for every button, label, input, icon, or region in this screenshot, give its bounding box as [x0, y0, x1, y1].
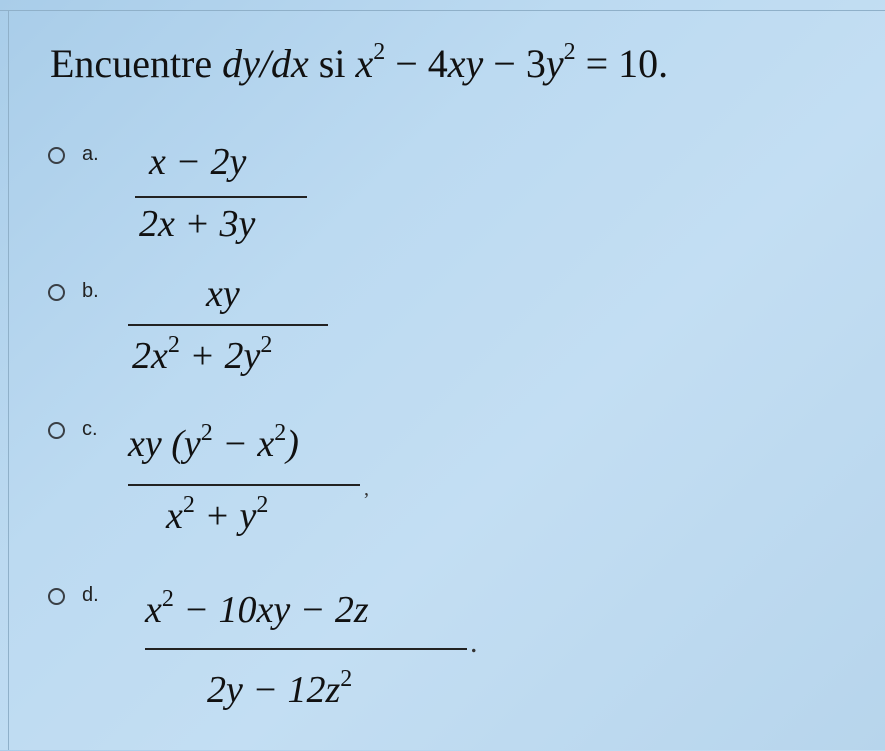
fraction-numerator — [149, 140, 246, 184]
numerator-text: xy — [206, 273, 240, 315]
den-exp: 2 — [167, 332, 180, 358]
num-exp: 2 — [274, 420, 287, 446]
question-prefix: Encuentre — [50, 41, 223, 86]
fraction-denominator — [207, 668, 352, 712]
den-part: 2x — [132, 335, 168, 377]
question-x: x — [355, 41, 374, 86]
den-part: x — [166, 495, 183, 537]
num-part: x — [145, 589, 162, 631]
option-letter: c. — [82, 418, 98, 440]
option-letter: b. — [82, 280, 99, 302]
option-letter: d. — [82, 584, 99, 606]
option-c-trailing-punctuation: , — [364, 478, 369, 500]
question-si: si — [308, 41, 356, 86]
fraction-bar — [128, 484, 360, 486]
question-term3: − 3 — [483, 41, 546, 86]
content-frame — [0, 10, 885, 751]
fraction-denominator — [166, 494, 268, 538]
question-text — [50, 40, 668, 87]
question-equals: = 10. — [575, 41, 669, 86]
question-exp-x: 2 — [373, 39, 386, 65]
fraction-numerator — [206, 272, 240, 316]
numerator-text: x − 2y — [149, 141, 247, 183]
question-term2: − 4 — [385, 41, 448, 86]
num-part: ) — [286, 423, 299, 465]
fraction-numerator — [145, 588, 369, 632]
den-exp: 2 — [260, 332, 273, 358]
den-part: + y — [194, 495, 257, 537]
frame-left-border — [8, 10, 9, 750]
den-part: 2y − 12z — [207, 669, 341, 711]
fraction-numerator — [128, 422, 299, 466]
den-exp: 2 — [182, 492, 195, 518]
fraction-denominator — [132, 334, 272, 378]
question-exp-y: 2 — [563, 39, 576, 65]
fraction-bar — [135, 196, 307, 198]
radio-option-a[interactable] — [48, 147, 65, 164]
radio-option-c[interactable] — [48, 422, 65, 439]
fraction-denominator — [139, 202, 255, 246]
option-d-trailing-punctuation: . — [470, 626, 478, 659]
fraction-bar — [128, 324, 328, 326]
question-dydx: dy/dx — [222, 41, 309, 86]
den-part: + 2y — [179, 335, 261, 377]
fraction-bar — [145, 648, 467, 650]
radio-option-b[interactable] — [48, 284, 65, 301]
num-part: xy (y — [128, 423, 201, 465]
den-exp: 2 — [340, 666, 353, 692]
num-exp: 2 — [161, 586, 174, 612]
question-y: y — [545, 41, 564, 86]
num-exp: 2 — [200, 420, 213, 446]
radio-option-d[interactable] — [48, 588, 65, 605]
denominator-text: 2x + 3y — [139, 203, 256, 245]
question-xy: xy — [447, 41, 484, 86]
den-exp: 2 — [256, 492, 269, 518]
num-part: − x — [212, 423, 275, 465]
option-letter: a. — [82, 143, 99, 165]
num-part: − 10xy − 2z — [173, 589, 369, 631]
